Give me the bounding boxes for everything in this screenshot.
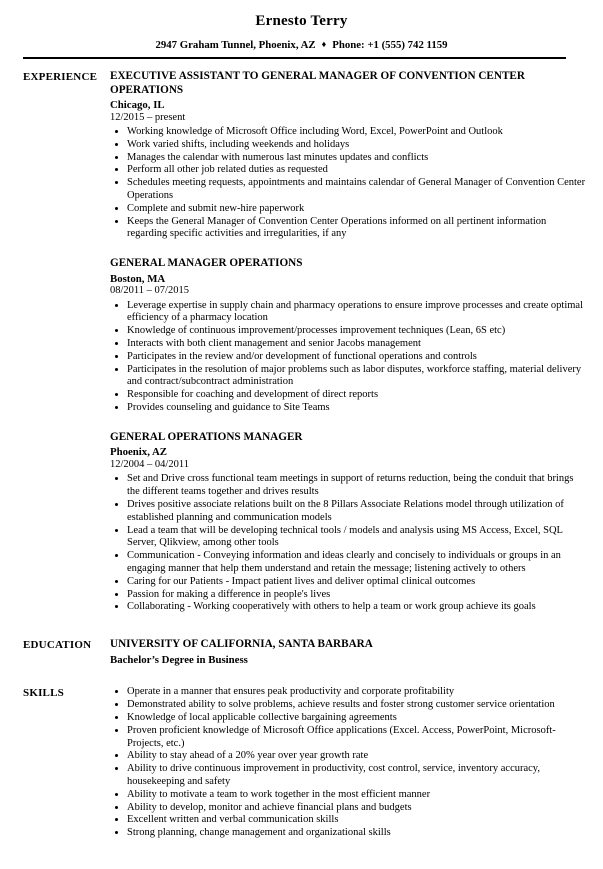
bullet-item: • Passion for making a difference in people's lives — [127, 589, 587, 602]
education-section-content — [110, 638, 587, 666]
education-degree: Bachelor’s Degree in Business — [110, 653, 248, 666]
job-dates: 12/2004 – 04/2011 — [110, 458, 189, 470]
job-location: Boston, MA — [110, 272, 166, 285]
bullet-item: • Ability to drive continuous improvement in productivity, cost control, service, inventory accuracy, housekeeping and safety — [127, 763, 587, 789]
education-section-label: EDUCATION — [23, 638, 92, 651]
contact-address: 2947 Graham Tunnel, Phoenix, AZ — [155, 39, 316, 51]
bullet-item: • Participates in the resolution of major problems such as labor disputes, workforce staffing, material delivery and contract/subcontract administration — [127, 364, 587, 390]
bullet-item: • Communication - Conveying information and ideas clearly and concisely to individuals or groups in an engaging manner that help them understand and retain the message; listening actively to others — [127, 550, 587, 576]
candidate-name: Ernesto Terry — [255, 13, 348, 29]
bullet-item: • Manages the calendar with numerous last minutes updates and conflicts — [127, 152, 587, 165]
bullet-item: • Ability to stay ahead of a 20% year over year growth rate — [127, 750, 587, 763]
bullet-item: • Knowledge of local applicable collective bargaining agreements — [127, 712, 587, 725]
bullet-item: • Responsible for coaching and development of direct reports — [127, 389, 587, 402]
education-section — [23, 638, 587, 666]
job-dates: 12/2015 – present — [110, 111, 186, 123]
bullet-item: • Excellent written and verbal communication skills — [127, 814, 587, 827]
skills-section-content — [110, 686, 587, 840]
bullet-item: • Demonstrated ability to solve problems, achieve results and foster strong customer service orientation — [127, 699, 587, 712]
bullet-item: • Work varied shifts, including weekends and holidays — [127, 139, 587, 152]
job-bullet-list — [110, 126, 587, 241]
skills-section-label: SKILLS — [23, 686, 64, 699]
bullet-item: • Complete and submit new-hire paperwork — [127, 203, 587, 216]
bullet-item: • Lead a team that will be developing technical tools / models and analysis using MS Access, Excel, SQL Server, Qlikview, among other tools — [127, 525, 587, 551]
experience-section — [23, 70, 587, 614]
job-dates: 08/2011 – 07/2015 — [110, 285, 189, 297]
bullet-item: • Caring for our Patients - Impact patient lives and deliver optimal clinical outcomes — [127, 576, 587, 589]
bullet-item: • Collaborating - Working cooperatively with others to help a team or work group achieve its goals — [127, 601, 587, 614]
skills-bullet-list — [110, 686, 587, 840]
education-school: UNIVERSITY OF CALIFORNIA, SANTA BARBARA — [110, 638, 373, 651]
contact-line — [0, 39, 603, 51]
bullet-item: • Perform all other job related duties as requested — [127, 164, 587, 177]
bullet-item: • Participates in the review and/or development of functional operations and controls — [127, 351, 587, 364]
resume-body — [0, 59, 603, 840]
bullet-item: • Drives positive associate relations built on the 8 Pillars Associate Relations model through utilization of established planning and communication models — [127, 499, 587, 525]
resume-header — [0, 0, 603, 59]
job-entry — [110, 257, 587, 415]
bullet-item: • Interacts with both client management and senior Jacobs management — [127, 338, 587, 351]
job-title: GENERAL MANAGER OPERATIONS — [110, 257, 303, 270]
skills-section — [23, 686, 587, 840]
diamond-separator-icon: ♦ — [321, 39, 327, 49]
bullet-item: • Leverage expertise in supply chain and pharmacy operations to ensure improve processes and create optimal efficiency of a pharmacy location — [127, 300, 587, 326]
bullet-item: • Proven proficient knowledge of Microsoft Office applications (Excel. Access, PowerPoint, Microsoft-Projects, etc.) — [127, 725, 587, 751]
job-bullet-list — [110, 300, 587, 415]
job-entry — [110, 70, 587, 241]
bullet-item: • Keeps the General Manager of Convention Center Operations informed on all pertinent information regarding specific activities and irregularities, if any — [127, 216, 587, 242]
bullet-item: • Working knowledge of Microsoft Office including Word, Excel, PowerPoint and Outlook — [127, 126, 587, 139]
job-location: Chicago, IL — [110, 99, 165, 111]
bullet-item: • Set and Drive cross functional team meetings in support of returns reduction, being the conduit that brings the different teams together and drives results — [127, 473, 587, 499]
bullet-item: • Ability to develop, monitor and achieve financial plans and budgets — [127, 802, 587, 815]
bullet-item: • Provides counseling and guidance to Site Teams — [127, 402, 587, 415]
bullet-item: • Knowledge of continuous improvement/processes improvement techniques (Lean, 6S etc) — [127, 325, 587, 338]
bullet-item: • Ability to motivate a team to work together in the most efficient manner — [127, 789, 587, 802]
job-title: EXECUTIVE ASSISTANT TO GENERAL MANAGER OF CONVENTION CENTER OPERATIONS — [110, 70, 525, 96]
job-bullet-list — [110, 473, 587, 614]
bullet-item: • Strong planning, change management and organizational skills — [127, 827, 587, 840]
job-location: Phoenix, AZ — [110, 446, 167, 459]
job-title: GENERAL OPERATIONS MANAGER — [110, 430, 303, 443]
contact-phone: Phone: +1 (555) 742 1159 — [332, 39, 448, 51]
experience-section-content — [110, 70, 587, 614]
job-entry — [110, 431, 587, 614]
bullet-item: • Schedules meeting requests, appointments and maintains calendar of General Manager of Convention Center Operations — [127, 177, 587, 203]
bullet-item: • Operate in a manner that ensures peak productivity and corporate profitability — [127, 686, 587, 699]
experience-section-label: EXPERIENCE — [23, 70, 98, 83]
